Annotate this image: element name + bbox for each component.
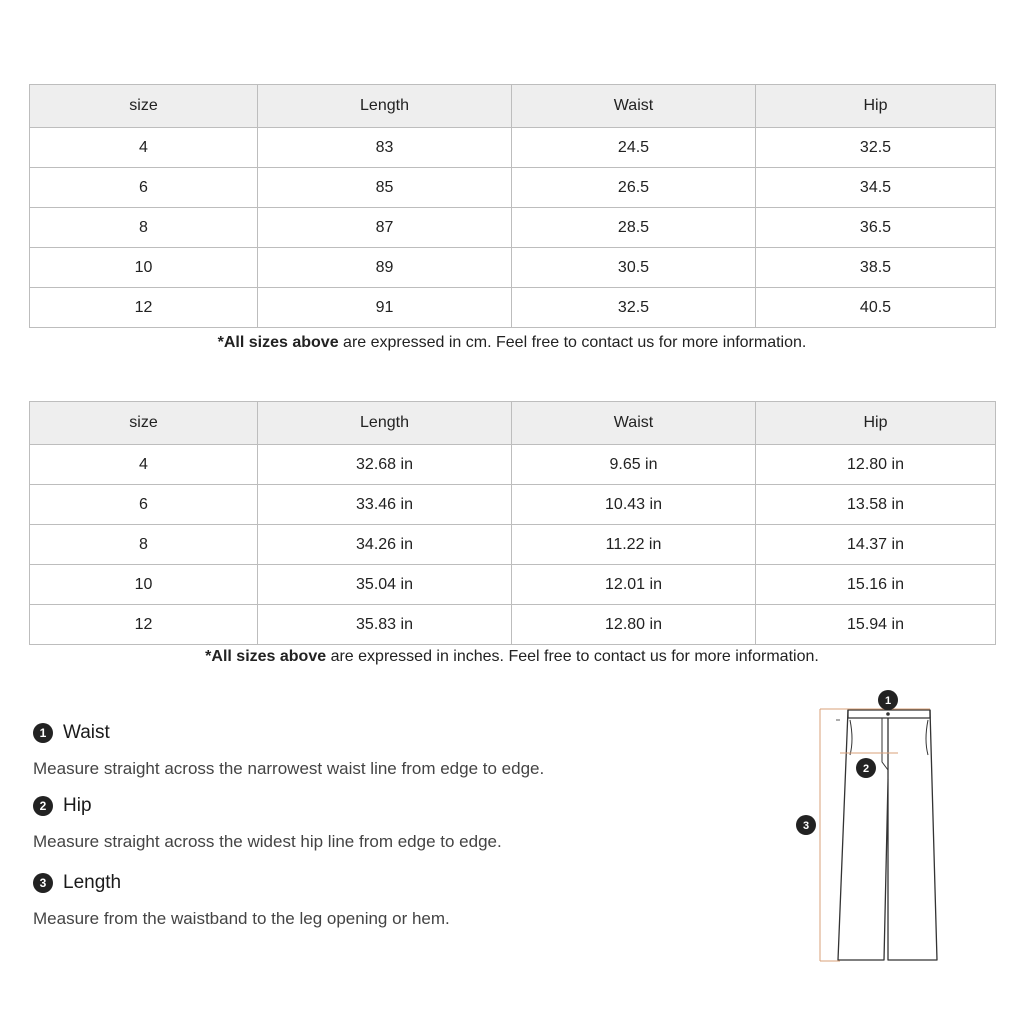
header-waist: Waist — [512, 402, 756, 445]
cell-size: 10 — [30, 565, 258, 605]
header-size: size — [30, 85, 258, 128]
cell-size: 8 — [30, 208, 258, 248]
size-table-inches — [29, 401, 996, 645]
marker-2 — [856, 758, 876, 778]
cell-hip: 34.5 — [756, 168, 996, 208]
header-length: Length — [258, 402, 512, 445]
marker-3 — [796, 815, 816, 835]
cell-hip: 14.37 in — [756, 525, 996, 565]
cell-length: 87 — [258, 208, 512, 248]
number-badge-1: 1 — [33, 723, 53, 743]
cell-size: 8 — [30, 525, 258, 565]
cell-length: 32.68 in — [258, 445, 512, 485]
cell-size: 4 — [30, 445, 258, 485]
cell-hip: 15.94 in — [756, 605, 996, 645]
table-row — [30, 485, 996, 525]
table-row — [30, 445, 996, 485]
note-cm-bold: *All sizes above — [217, 334, 339, 351]
cell-waist: 10.43 in — [512, 485, 756, 525]
number-badge-3: 3 — [33, 873, 53, 893]
header-hip: Hip — [756, 85, 996, 128]
cell-hip: 40.5 — [756, 288, 996, 328]
size-table-cm — [29, 84, 996, 328]
cell-hip: 15.16 in — [756, 565, 996, 605]
cell-size: 12 — [30, 288, 258, 328]
cell-waist: 32.5 — [512, 288, 756, 328]
cell-waist: 26.5 — [512, 168, 756, 208]
guide-desc-length: Measure from the waistband to the leg opening or hem. — [33, 909, 450, 928]
cell-size: 4 — [30, 128, 258, 168]
note-cm — [0, 334, 1024, 352]
pants-outline — [836, 710, 937, 960]
cell-length: 35.04 in — [258, 565, 512, 605]
pants-diagram — [780, 680, 960, 970]
guide-heading-length — [33, 872, 121, 894]
cell-size: 12 — [30, 605, 258, 645]
cell-hip: 36.5 — [756, 208, 996, 248]
header-length: Length — [258, 85, 512, 128]
cell-waist: 9.65 in — [512, 445, 756, 485]
cell-length: 35.83 in — [258, 605, 512, 645]
cell-length: 91 — [258, 288, 512, 328]
guide-desc-waist: Measure straight across the narrowest waist line from edge to edge. — [33, 759, 545, 778]
table-row — [30, 248, 996, 288]
guide-desc-hip: Measure straight across the widest hip line from edge to edge. — [33, 832, 502, 851]
header-waist: Waist — [512, 85, 756, 128]
cell-waist: 12.80 in — [512, 605, 756, 645]
table-row — [30, 288, 996, 328]
guide-heading-hip — [33, 795, 92, 817]
table-row — [30, 525, 996, 565]
button-dot — [886, 712, 890, 716]
marker-3-label: 3 — [802, 820, 810, 832]
cell-hip: 13.58 in — [756, 485, 996, 525]
guide-title-hip: Hip — [63, 795, 92, 816]
note-inches — [0, 648, 1024, 666]
cell-hip: 12.80 in — [756, 445, 996, 485]
cell-hip: 38.5 — [756, 248, 996, 288]
cell-length: 89 — [258, 248, 512, 288]
cell-length: 85 — [258, 168, 512, 208]
cell-waist: 28.5 — [512, 208, 756, 248]
table-row — [30, 605, 996, 645]
marker-2-label: 2 — [862, 763, 870, 775]
table-row — [30, 208, 996, 248]
marker-1 — [878, 690, 898, 710]
table-header-row — [30, 402, 996, 445]
table-row — [30, 565, 996, 605]
cell-waist: 12.01 in — [512, 565, 756, 605]
header-hip: Hip — [756, 402, 996, 445]
note-in-bold: *All sizes above — [205, 648, 327, 665]
cell-length: 83 — [258, 128, 512, 168]
cell-size: 6 — [30, 168, 258, 208]
cell-size: 10 — [30, 248, 258, 288]
note-cm-text: are expressed in cm. Feel free to contact us for more information. — [338, 334, 807, 351]
cell-waist: 30.5 — [512, 248, 756, 288]
cell-hip: 32.5 — [756, 128, 996, 168]
table-header-row — [30, 85, 996, 128]
table-row — [30, 128, 996, 168]
cell-waist: 11.22 in — [512, 525, 756, 565]
guide-title-length: Length — [63, 872, 122, 893]
note-in-text: are expressed in inches. Feel free to contact us for more information. — [326, 648, 819, 665]
cell-length: 33.46 in — [258, 485, 512, 525]
guide-heading-waist — [33, 722, 110, 744]
cell-length: 34.26 in — [258, 525, 512, 565]
cell-size: 6 — [30, 485, 258, 525]
header-size: size — [30, 402, 258, 445]
cell-waist: 24.5 — [512, 128, 756, 168]
number-badge-2: 2 — [33, 796, 53, 816]
guide-title-waist: Waist — [63, 722, 110, 743]
table-row — [30, 168, 996, 208]
marker-1-label: 1 — [884, 695, 892, 707]
